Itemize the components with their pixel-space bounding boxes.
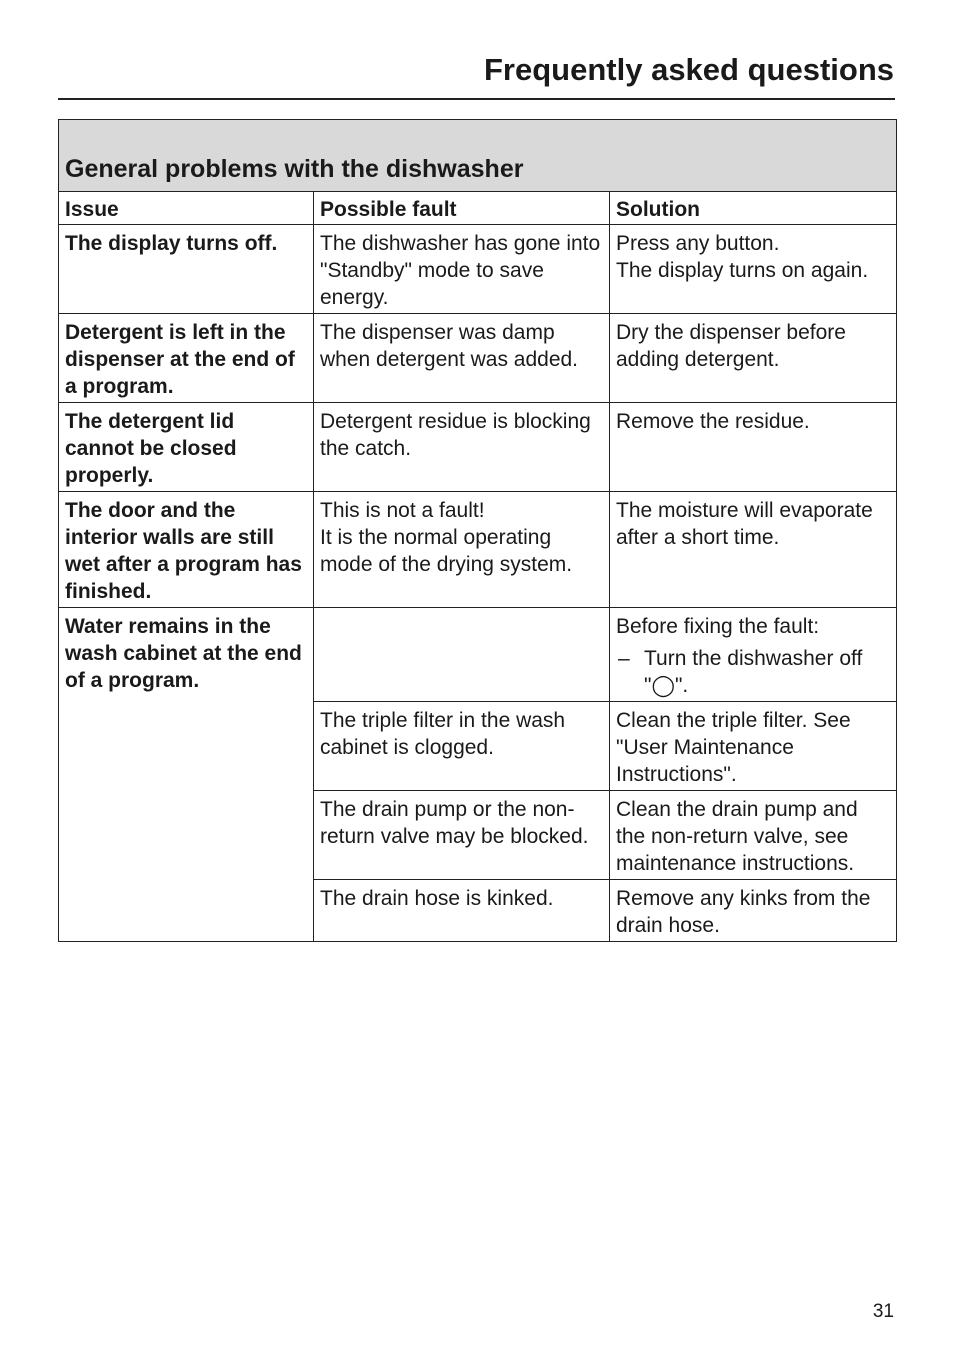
solution-cell: The moisture will evaporate after a short time. — [610, 492, 897, 608]
solution-step — [616, 645, 890, 699]
fault-cell: Detergent residue is blocking the catch. — [314, 403, 610, 492]
fault-cell: The drain hose is kinked. — [314, 880, 610, 942]
fault-cell — [314, 608, 610, 702]
fault-cell: The drain pump or the non-return valve may be blocked. — [314, 791, 610, 880]
fault-cell — [314, 492, 610, 608]
solution-cell — [610, 608, 897, 702]
issue-cell: The door and the interior walls are still wet after a program has finished. — [59, 492, 314, 608]
solution-intro: Before fixing the fault: — [616, 615, 820, 638]
solution-step-text: Turn the dishwasher off "◯". — [644, 647, 863, 697]
page-number: 31 — [872, 1301, 894, 1322]
fault-cell: The triple filter in the wash cabinet is clogged. — [314, 702, 610, 791]
title-divider — [58, 98, 895, 100]
column-header-row — [59, 192, 897, 225]
fault-cell: The dishwasher has gone into "Standby" mode to save energy. — [314, 225, 610, 314]
dash-bullet: – — [618, 647, 630, 670]
fault-cell: The dispenser was damp when detergent was added. — [314, 314, 610, 403]
solution-cell: Remove any kinks from the drain hose. — [610, 880, 897, 942]
column-header-fault: Possible fault — [314, 192, 610, 225]
solution-cell: Clean the drain pump and the non-return valve, see maintenance instructions. — [610, 791, 897, 880]
solution-cell: Dry the dispenser before adding detergent. — [610, 314, 897, 403]
table-row — [59, 225, 897, 314]
column-header-solution: Solution — [610, 192, 897, 225]
issue-cell: The detergent lid cannot be closed properly. — [59, 403, 314, 492]
section-header-row — [59, 120, 897, 192]
issue-cell: Detergent is left in the dispenser at the end of a program. — [59, 314, 314, 403]
solution-text: Press any button. The display turns on again. — [616, 232, 869, 282]
issue-cell: The display turns off. — [59, 225, 314, 314]
solution-cell: Clean the triple filter. See "User Maintenance Instructions". — [610, 702, 897, 791]
section-title: General problems with the dishwasher — [59, 120, 897, 192]
table-row — [59, 608, 897, 702]
solution-cell: Remove the residue. — [610, 403, 897, 492]
faq-table — [58, 119, 897, 942]
column-header-issue: Issue — [59, 192, 314, 225]
page-title: Frequently asked questions — [484, 52, 894, 87]
issue-cell: Water remains in the wash cabinet at the end of a program. — [59, 608, 314, 942]
table-row — [59, 492, 897, 608]
table-row — [59, 403, 897, 492]
solution-cell — [610, 225, 897, 314]
fault-text: This is not a fault! It is the normal operating mode of the drying system. — [320, 499, 573, 576]
table-row — [59, 314, 897, 403]
